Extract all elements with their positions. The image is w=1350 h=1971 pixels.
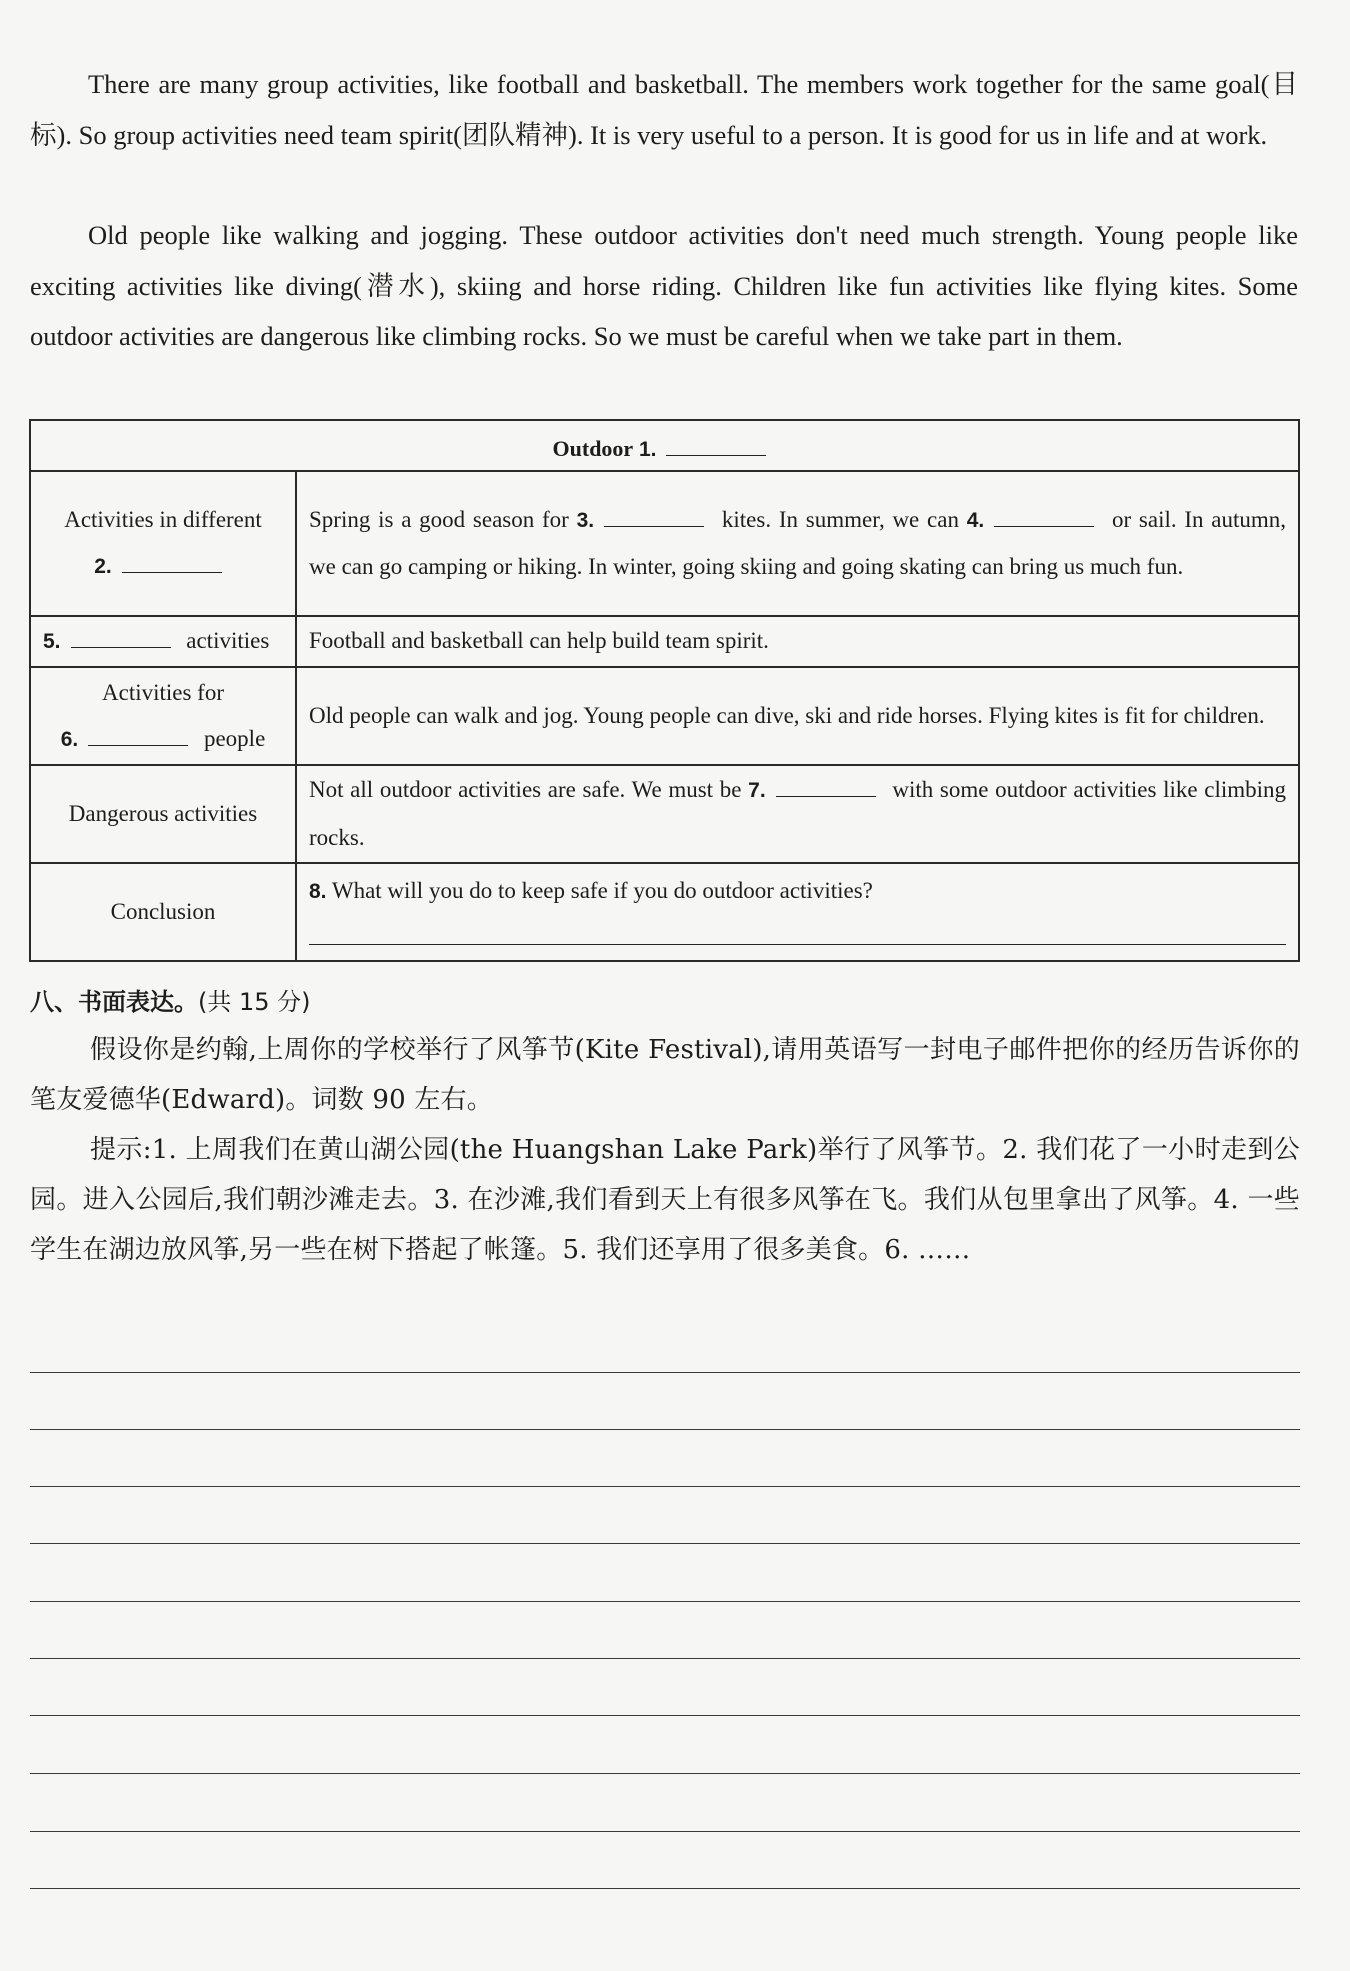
writing-line[interactable]: [30, 1601, 1300, 1602]
table-row: [30, 616, 1299, 667]
passage-paragraph-2: Old people like walking and jogging. These outdoor activities don't need much strength. Young people like exciting activities like diving(潜水), skiing and horse riding. Children like fun activities like flying kites. Some outdoor activities are dangerous like climbing rocks. So we must be careful when we take part in them.: [30, 220, 1298, 351]
row-content: 8. What will you do to keep safe if you do outdoor activities?: [296, 863, 1299, 961]
answer-blank-5[interactable]: [71, 621, 171, 648]
writing-hints: 提示:1. 上周我们在黄山湖公园(the Huangshan Lake Park)举行了风筝节。2. 我们花了一小时走到公园。进入公园后,我们朝沙滩走去。3. 在沙滩,我们看到天上有很多风筝在飞。我们从包里拿出了风筝。4. 一些学生在湖边放风筝,另一些在树下搭起了帐篷。5. 我们还享用了很多美食。6. ……: [30, 1135, 1300, 1265]
answer-line-8[interactable]: [309, 916, 1286, 945]
row-content: Spring is a good season for 3. kites. In summer, we can 4. or sail. In autumn, we can go camping or hiking. In winter, going skiing and going skating can bring us much fun.: [296, 471, 1299, 616]
row-label: 5. activities: [30, 616, 296, 667]
answer-blank-3[interactable]: [604, 500, 704, 527]
outline-table: [29, 419, 1300, 962]
row-label: Conclusion: [30, 863, 296, 961]
blank-number-4: 4.: [966, 508, 985, 532]
section-heading: 八、书面表达。(共 15 分): [30, 988, 311, 1016]
passage-paragraph-1: There are many group activities, like football and basketball. The members work together for the same goal(目标). So group activities need team spirit(团队精神). It is very useful to a person. It is good for us in life and at work.: [30, 69, 1298, 150]
blank-number-1: 1.: [638, 438, 657, 461]
blank-number-8: 8.: [309, 880, 327, 903]
answer-blank-1[interactable]: [666, 429, 766, 456]
table-title: Outdoor 1.: [30, 420, 1299, 471]
writing-line[interactable]: [30, 1486, 1300, 1487]
row-content: Football and basketball can help build team spirit.: [296, 616, 1299, 667]
writing-line[interactable]: [30, 1543, 1300, 1544]
blank-number-5: 5.: [43, 630, 61, 653]
writing-prompt: 假设你是约翰,上周你的学校举行了风筝节(Kite Festival),请用英语写一封电子邮件把你的经历告诉你的笔友爱德华(Edward)。词数 90 左右。: [30, 1035, 1300, 1115]
writing-line[interactable]: [30, 1429, 1300, 1430]
answer-blank-4[interactable]: [994, 500, 1094, 527]
answer-blank-7[interactable]: [776, 770, 876, 797]
row-label: Dangerous activities: [30, 765, 296, 863]
blank-number-7: 7.: [748, 779, 766, 802]
blank-number-6: 6.: [60, 727, 79, 751]
writing-line[interactable]: [30, 1888, 1300, 1889]
row-content: Not all outdoor activities are safe. We must be 7. with some outdoor activities like climbing rocks.: [296, 765, 1299, 863]
table-row: [30, 863, 1299, 961]
answer-blank-2[interactable]: [122, 546, 222, 573]
table-row: [30, 471, 1299, 616]
table-row: [30, 667, 1299, 765]
writing-line[interactable]: [30, 1715, 1300, 1716]
writing-line[interactable]: [30, 1831, 1300, 1832]
row-content: Old people can walk and jog. Young people can dive, ski and ride horses. Flying kites is fit for children.: [296, 667, 1299, 765]
row-label: Activities for 6. people: [30, 667, 296, 765]
blank-number-2: 2.: [94, 555, 112, 578]
writing-line[interactable]: [30, 1372, 1300, 1373]
writing-line[interactable]: [30, 1658, 1300, 1659]
writing-line[interactable]: [30, 1773, 1300, 1774]
answer-blank-6[interactable]: [88, 719, 188, 746]
row-label: Activities in different 2.: [30, 471, 296, 616]
table-row: [30, 765, 1299, 863]
blank-number-3: 3.: [576, 508, 595, 532]
